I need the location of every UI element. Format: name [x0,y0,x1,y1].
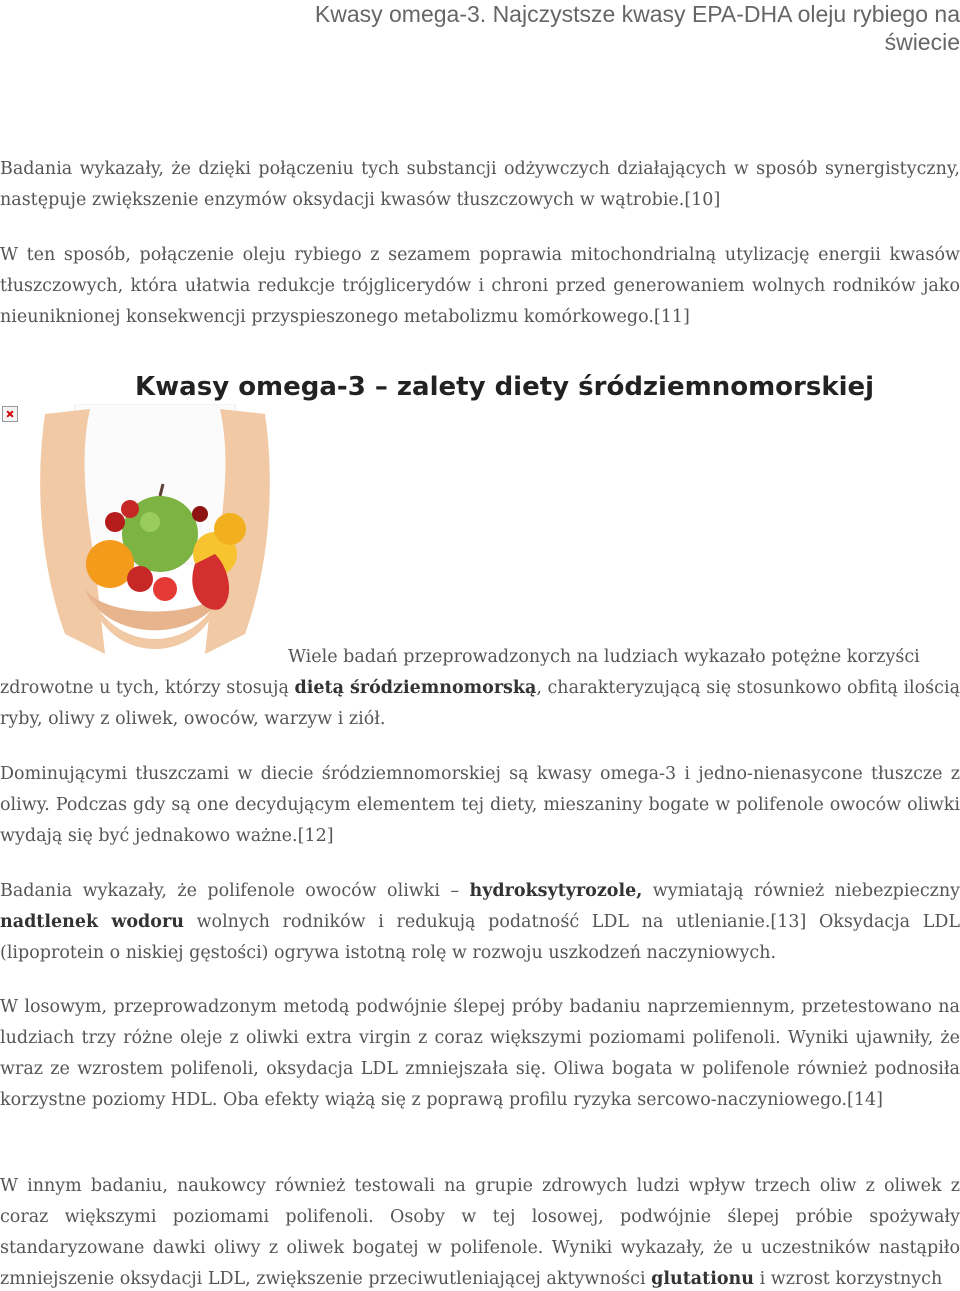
page-header-title: Kwasy omega-3. Najczystsze kwasy EPA-DHA oleju rybiego na świecie [314,1,960,55]
paragraph-mediterranean-text-c: , charakteryzującą się stosunkowo obfitą ilością ryby, oliwy z oliwek, owoców, warzyw i ziół. [0,678,960,729]
paragraph-mediterranean-text-a: zdrowotne u tych, którzy stosują [0,678,295,698]
hydrogen-peroxide-bold: nadtlenek wodoru [0,912,184,932]
glutathione-bold: glutationu [651,1269,754,1289]
broken-image-icon [2,406,18,422]
paragraph-polyphenols [0,876,960,969]
paragraph-sesame: W ten sposób, połączenie oleju rybiego z sezamem poprawia mitochondrialną utylizację energii kwasów tłuszczowych, która ułatwia redukcje trójglicerydów i chroni przed generowaniem wolnych rodników jako nieuniknionej konsekwencji przyspieszonego metabolizmu komórkowego.[11] [0,245,960,327]
paragraph-enzymes: Badania wykazały, że dzięki połączeniu tych substancji odżywczych działających w sposób synergistyczny, następuje zwiększenie enzymów oksydacji kwasów tłuszczowych w wątrobie.[10] [0,159,960,210]
paragraph-polyphenols-text-c: wymiatają również niebezpieczny [642,881,960,901]
paragraph-another-study-text-c: i wzrost korzystnych [754,1269,943,1289]
section-heading: Kwasy omega-3 – zalety diety śródziemnomorskiej [135,372,875,402]
fruit-hands-illustration [35,404,275,672]
fruit-hands-image [35,404,275,672]
paragraph-mediterranean [0,673,960,735]
paragraph-mediterranean-first-line: Wiele badań przeprowadzonych na ludziach wykazało potężne korzyści [288,647,920,667]
hydroxytyrosol-bold: hydroksytyrozole, [469,881,643,901]
paragraph-dominant-fats: Dominującymi tłuszczami w diecie śródziemnomorskiej są kwasy omega-3 i jedno-nienasycone tłuszcze z oliwy. Podczas gdy są one decydującym elementem tej diety, mieszaniny bogate w polifenole owoców oliwki wydają się być jednakowo ważne.[12] [0,764,960,846]
mediterranean-diet-bold: dietą śródziemnomorską [294,678,537,698]
paragraph-another-study-text-a: W innym badaniu, naukowcy również testowali na grupie zdrowych ludzi wpływ trzech oliw z oliwek z coraz większymi poziomami polifenoli. Osoby w tej losowej, podwójnie ślepej próbie spożywały standaryzowane dawki oliwy z oliwek bogatej w polifenole. Wyniki wykazały, że u uczestników nastąpiło zmniejszenie oksydacji LDL, zwiększenie przeciwutleniającej aktywności [0,1176,960,1289]
paragraph-polyphenols-text-e: wolnych rodników i redukują podatność LDL na utlenianie.[13] Oksydacja LDL (lipoprotein o niskiej gęstości) ogrywa istotną rolę w rozwoju uszkodzeń naczyniowych. [0,912,960,963]
paragraph-randomized-study: W losowym, przeprowadzonym metodą podwójnie ślepej próby badaniu naprzemiennym, przetestowano na ludziach trzy różne oleje z oliwki extra virgin z coraz większymi poziomami polifenoli. Wyniki ujawniły, że wraz ze wzrostem polifenoli, oksydacja LDL zmniejszała się. Oliwa bogata w polifenole również podnosiła korzystne poziomy HDL. Oba efekty wiążą się z poprawą profilu ryzyka sercowo-naczyniowego.[14] [0,997,960,1110]
paragraph-another-study [0,1171,960,1291]
paragraph-polyphenols-text-a: Badania wykazały, że polifenole owoców oliwki – [0,881,470,901]
